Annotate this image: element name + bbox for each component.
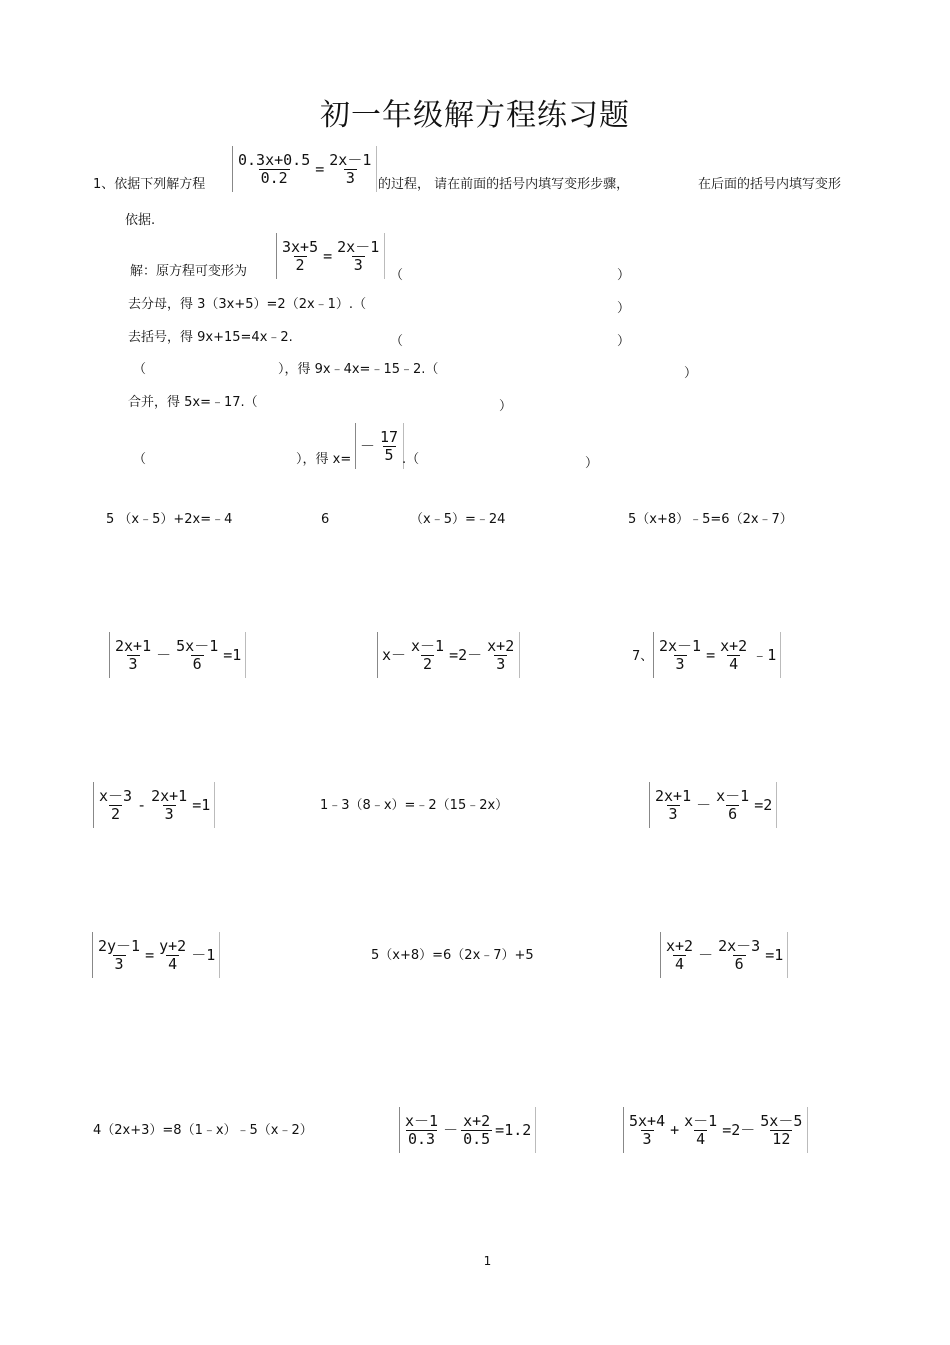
step2-close-paren: ） — [617, 301, 631, 316]
q1-prefix: 1、依据下列解方程 — [93, 177, 206, 192]
q1-equation: $\frac{0.3x+0.5}{0.2}$ = $\frac{2x-1}{3}$ — [232, 146, 377, 192]
problem-row5-b: $\frac{x-1}{0.3}$ － $\frac{x+2}{0.5}$ =1.2 — [399, 1107, 536, 1153]
step3-open-paren: （ — [390, 334, 404, 349]
q1-suffix-2: 在后面的括号内填写变形 — [698, 177, 842, 192]
step3-close-paren: ） — [617, 334, 631, 349]
step5-close-paren: ） — [499, 399, 513, 414]
step1-open-paren: （ — [390, 268, 404, 283]
page-number: 1 — [483, 1254, 492, 1268]
problem-row3-c: $\frac{2x+1}{3}$ － $\frac{x-1}{6}$ =2 — [649, 782, 777, 828]
problem-row2-b: x－ $\frac{x-1}{2}$ =2－ $\frac{x+2}{3}$ — [377, 632, 520, 678]
step1-equation: $\frac{3x+5}{2}$ = $\frac{2x-1}{3}$ — [276, 233, 385, 279]
step6-close-paren: ） — [585, 456, 599, 471]
step6-text: ），得 x= — [296, 452, 352, 467]
problem-row4-a: $\frac{2y-1}{3}$ = $\frac{y+2}{4}$ －1 — [92, 932, 220, 978]
page-title: 初一年级解方程练习题 — [320, 98, 630, 133]
step6-tail: .（ — [402, 452, 420, 467]
step6-open-paren: （ — [133, 452, 147, 467]
problem-row5-a: 4（2x+3）=8（1﹣x）﹣5（x﹣2） — [93, 1123, 313, 1138]
problem-row4-b: 5（x+8）=6（2x﹣7）+5 — [371, 948, 534, 963]
problem-row2-c: $\frac{2x-1}{3}$ = $\frac{x+2}{4}$ ﹣1 — [653, 632, 781, 678]
q1-suffix-3: 依据. — [125, 213, 156, 228]
step4-text: ），得 9x﹣4x=﹣15﹣2.（ — [278, 362, 439, 377]
step6-fraction: － $\frac{17}{5}$ — [355, 423, 404, 469]
problem-row2-c-label: 7、 — [632, 649, 654, 664]
step4-close-paren: ） — [684, 366, 698, 381]
step5-text: 合并，得 5x=﹣17.（ — [128, 395, 258, 410]
q1-suffix-1: 的过程， 请在前面的括号内填写变形步骤， — [378, 177, 630, 192]
problem-row4-c: $\frac{x+2}{4}$ － $\frac{2x-3}{6}$ =1 — [660, 932, 788, 978]
step1-close-paren: ） — [617, 268, 631, 283]
problem-row1-a: 5 （x﹣5）+2x=﹣4 — [106, 512, 233, 527]
problem-row3-a: $\frac{x-3}{2}$ - $\frac{2x+1}{3}$ =1 — [93, 782, 215, 828]
problem-row1-c: 5（x+8）﹣5=6（2x﹣7） — [628, 512, 793, 527]
problem-row3-b: 1﹣3（8﹣x）=﹣2（15﹣2x） — [320, 798, 509, 813]
problem-row1-b-number: 6 — [321, 512, 330, 527]
step3-text: 去括号，得 9x+15=4x﹣2. — [128, 330, 293, 345]
step2-text: 去分母，得 3（3x+5）=2（2x﹣1）.（ — [128, 297, 367, 312]
problem-row1-b: （x﹣5）=﹣24 — [410, 512, 506, 527]
step4-open-paren: （ — [133, 362, 147, 377]
step1-label: 解：原方程可变形为 — [130, 264, 248, 279]
problem-row2-a: $\frac{2x+1}{3}$ － $\frac{5x-1}{6}$ =1 — [109, 632, 246, 678]
problem-row5-c: $\frac{5x+4}{3}$ + $\frac{x-1}{4}$ =2－ $\frac{5x-5}{12}$ — [623, 1107, 808, 1153]
